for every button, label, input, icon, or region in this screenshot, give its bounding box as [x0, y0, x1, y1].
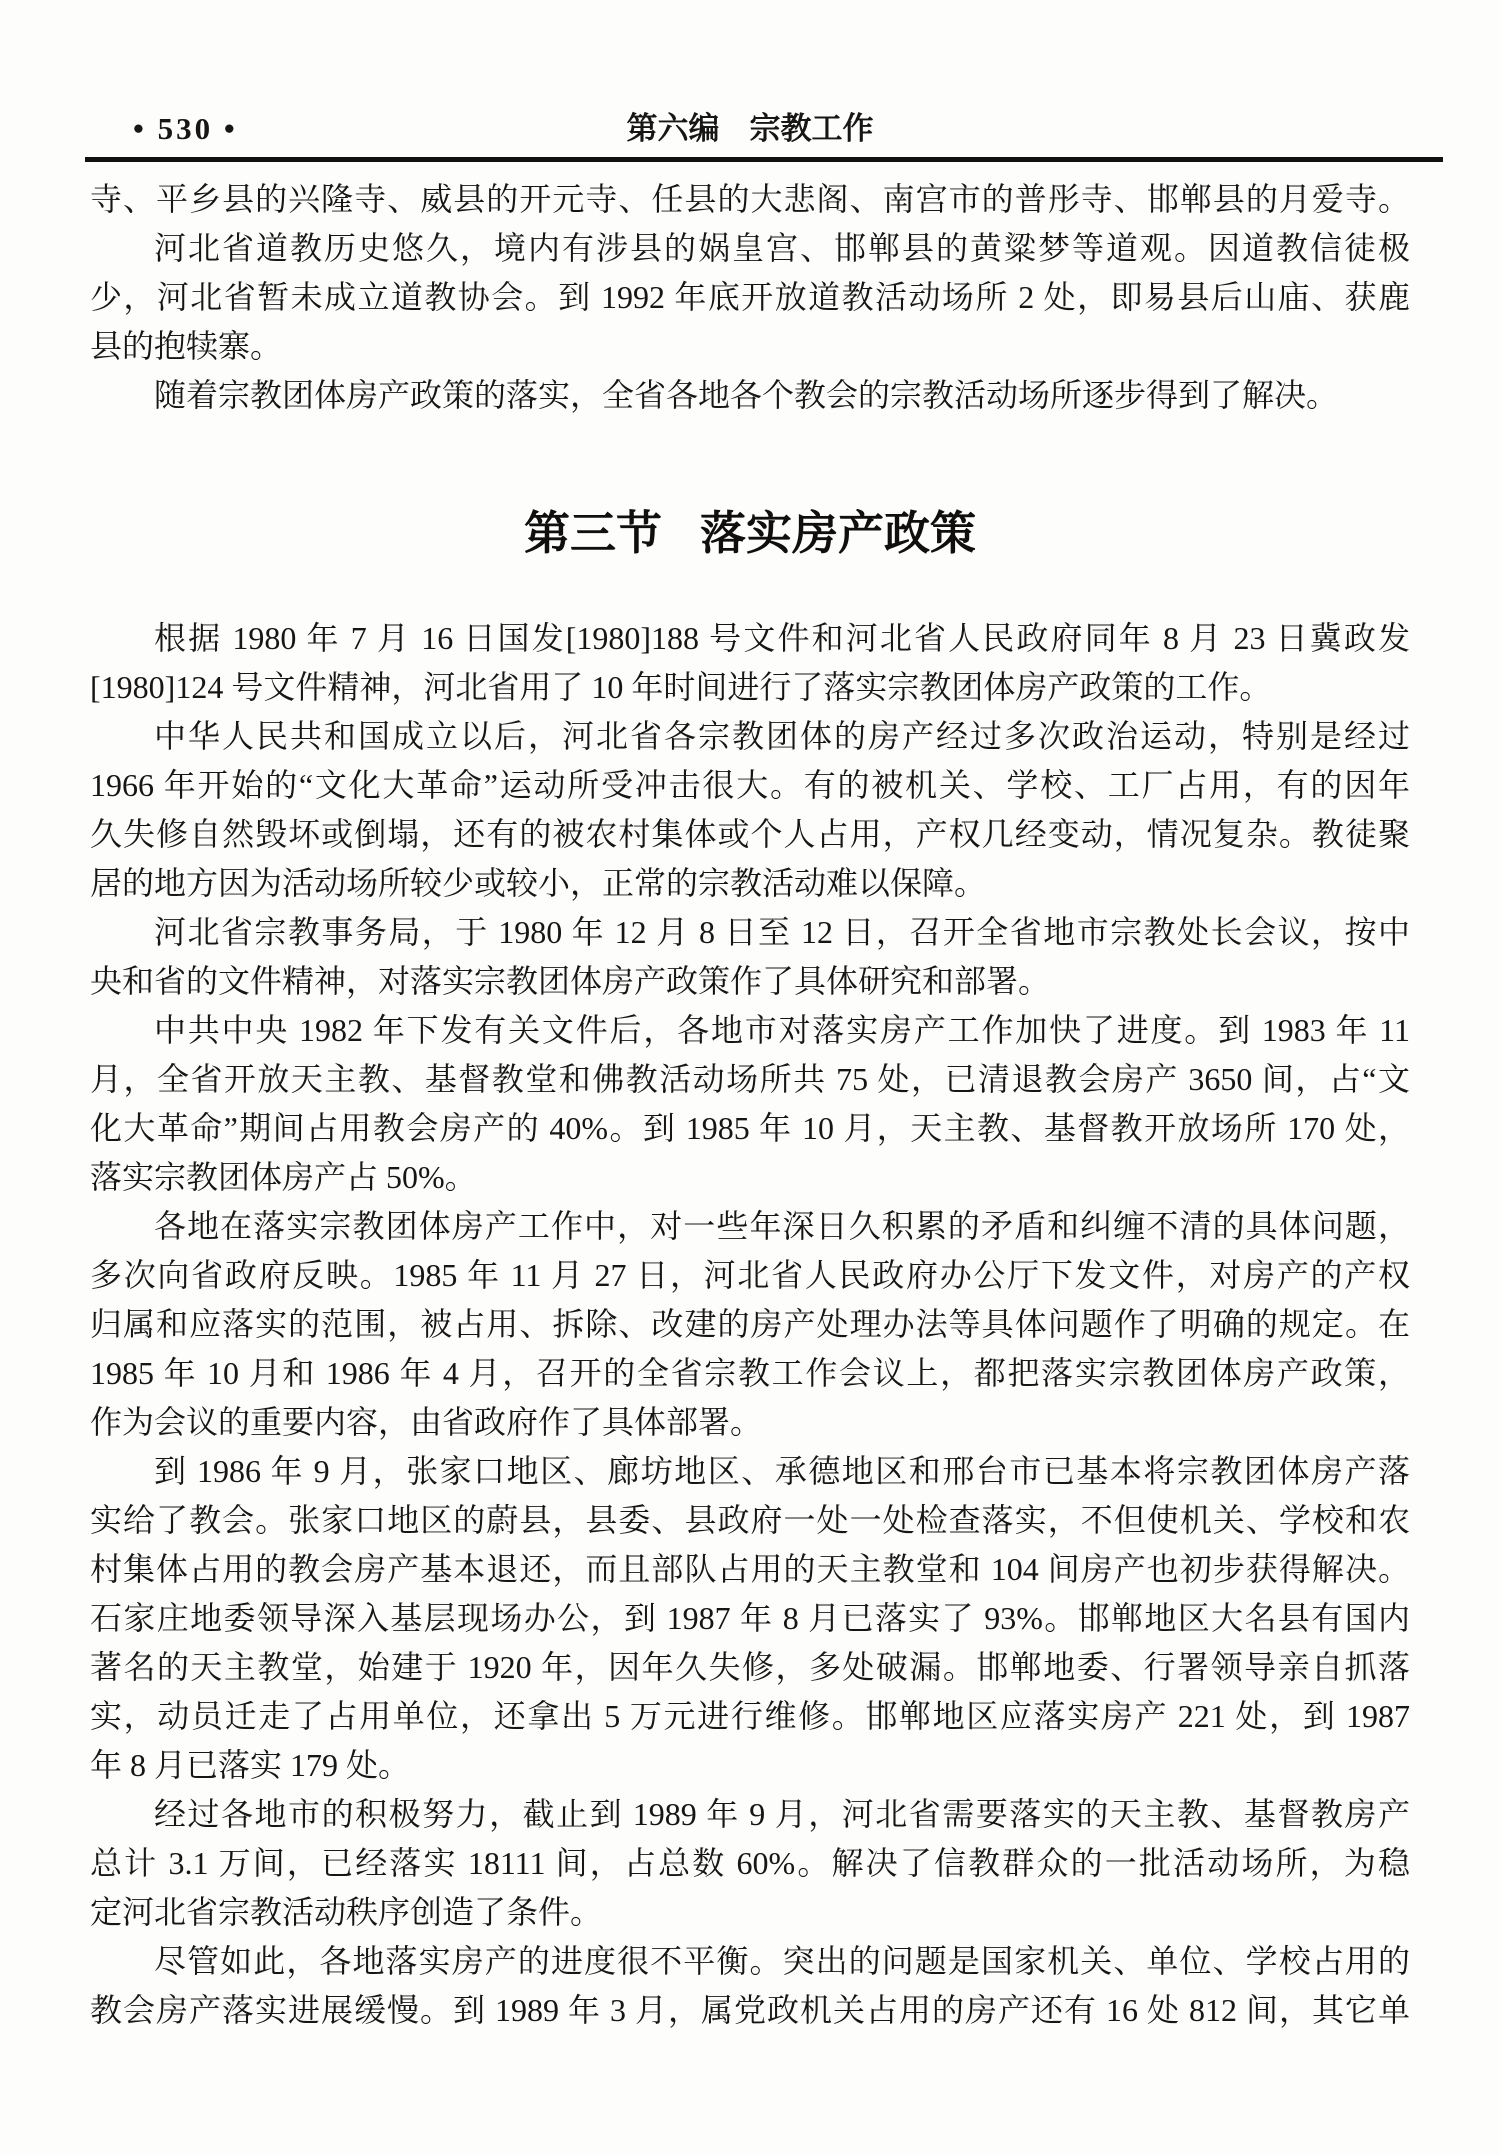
text-line: 定河北省宗教活动秩序创造了条件。 — [90, 1894, 603, 1930]
text-line: 各地在落实宗教团体房产工作中，对一些年深日久积累的矛盾和纠缠不清的具体问题， — [154, 1208, 1410, 1244]
text-line: 石家庄地委领导深入基层现场办公，到 1987 年 8 月已落实了 93%。邯郸地区大名县有国内 — [90, 1600, 1410, 1636]
text-line: 总计 3.1 万间，已经落实 18111 间，占总数 60%。解决了信教群众的一批活动场所，为稳 — [90, 1845, 1410, 1881]
section-number: 第三节 — [524, 507, 662, 559]
header-rule — [85, 157, 1443, 162]
text-line: 县的抱犊寨。 — [90, 328, 283, 364]
text-line: 1966 年开始的“文化大革命”运动所受冲击很大。有的被机关、学校、工厂占用，有的因年 — [90, 767, 1410, 803]
text-line: 作为会议的重要内容，由省政府作了具体部署。 — [90, 1404, 763, 1440]
section-heading — [90, 500, 1410, 566]
text-line: 央和省的文件精神，对落实宗教团体房产政策作了具体研究和部署。 — [90, 963, 1051, 999]
text-line: 寺、平乡县的兴隆寺、威县的开元寺、任县的大悲阁、南宫市的普彤寺、邯郸县的月爱寺。 — [90, 181, 1410, 217]
text-line: 多次向省政府反映。1985 年 11 月 27 日，河北省人民政府办公厅下发文件，对房产的产权 — [90, 1257, 1410, 1293]
text-line: 少，河北省暂未成立道教协会。到 1992 年底开放道教活动场所 2 处，即易县后山庙、获鹿 — [90, 279, 1410, 315]
text-line: [1980]124 号文件精神，河北省用了 10 年时间进行了落实宗教团体房产政策的工作。 — [90, 669, 1272, 705]
page-header — [0, 112, 1500, 150]
edition-label: 第六编 — [626, 111, 720, 146]
text-line: 月，全省开放天主教、基督教堂和佛教活动场所共 75 处，已清退教会房产 3650 间，占“文 — [90, 1061, 1410, 1097]
text-line: 中华人民共和国成立以后，河北省各宗教团体的房产经过多次政治运动，特别是经过 — [154, 718, 1410, 754]
text-line: 著名的天主教堂，始建于 1920 年，因年久失修，多处破漏。邯郸地委、行署领导亲自抓落 — [90, 1649, 1410, 1685]
text-line: 到 1986 年 9 月，张家口地区、廊坊地区、承德地区和邢台市已基本将宗教团体房产落 — [154, 1453, 1410, 1489]
text-line: 归属和应落实的范围，被占用、拆除、改建的房产处理办法等具体问题作了明确的规定。在 — [90, 1306, 1410, 1342]
section-title: 落实房产政策 — [700, 507, 976, 559]
text-line: 实给了教会。张家口地区的蔚县，县委、县政府一处一处检查落实，不但使机关、学校和农 — [90, 1502, 1410, 1538]
text-line: 经过各地市的积极努力，截止到 1989 年 9 月，河北省需要落实的天主教、基督教房产 — [154, 1796, 1410, 1832]
text-line: 实，动员迁走了占用单位，还拿出 5 万元进行维修。邯郸地区应落实房产 221 处，到 1987 — [90, 1698, 1410, 1734]
text-line: 随着宗教团体房产政策的落实，全省各地各个教会的宗教活动场所逐步得到了解决。 — [154, 377, 1339, 413]
text-line: 教会房产落实进展缓慢。到 1989 年 3 月，属党政机关占用的房产还有 16 处 812 间，其它单 — [90, 1992, 1410, 2028]
text-line: 年 8 月已落实 179 处。 — [90, 1747, 411, 1783]
text-line: 居的地方因为活动场所较少或较小，正常的宗教活动难以保障。 — [90, 865, 987, 901]
text-line: 河北省宗教事务局，于 1980 年 12 月 8 日至 12 日，召开全省地市宗教处长会议，按中 — [154, 914, 1410, 950]
text-line: 化大革命”期间占用教会房产的 40%。到 1985 年 10 月，天主教、基督教开放场所 170 处， — [90, 1110, 1410, 1146]
text-line: 河北省道教历史悠久，境内有涉县的娲皇宫、邯郸县的黄粱梦等道观。因道教信徒极 — [154, 230, 1410, 266]
text-line: 落实宗教团体房产占 50%。 — [90, 1159, 477, 1195]
edition-title: 宗教工作 — [749, 111, 874, 146]
text-line: 尽管如此，各地落实房产的进度很不平衡。突出的问题是国家机关、单位、学校占用的 — [154, 1943, 1410, 1979]
text-line: 久失修自然毁坏或倒塌，还有的被农村集体或个人占用，产权几经变动，情况复杂。教徒聚 — [90, 816, 1410, 852]
text-line: 村集体占用的教会房产基本退还，而且部队占用的天主教堂和 104 间房产也初步获得解决。 — [90, 1551, 1410, 1587]
text-line: 1985 年 10 月和 1986 年 4 月，召开的全省宗教工作会议上，都把落实宗教团体房产政策， — [90, 1355, 1410, 1391]
text-line: 根据 1980 年 7 月 16 日国发[1980]188 号文件和河北省人民政府同年 8 月 23 日冀政发 — [154, 620, 1410, 656]
text-line: 中共中央 1982 年下发有关文件后，各地市对落实房产工作加快了进度。到 1983 年 11 — [154, 1012, 1410, 1048]
page-number: • 530 • — [133, 111, 238, 146]
page-body — [90, 175, 1410, 2035]
